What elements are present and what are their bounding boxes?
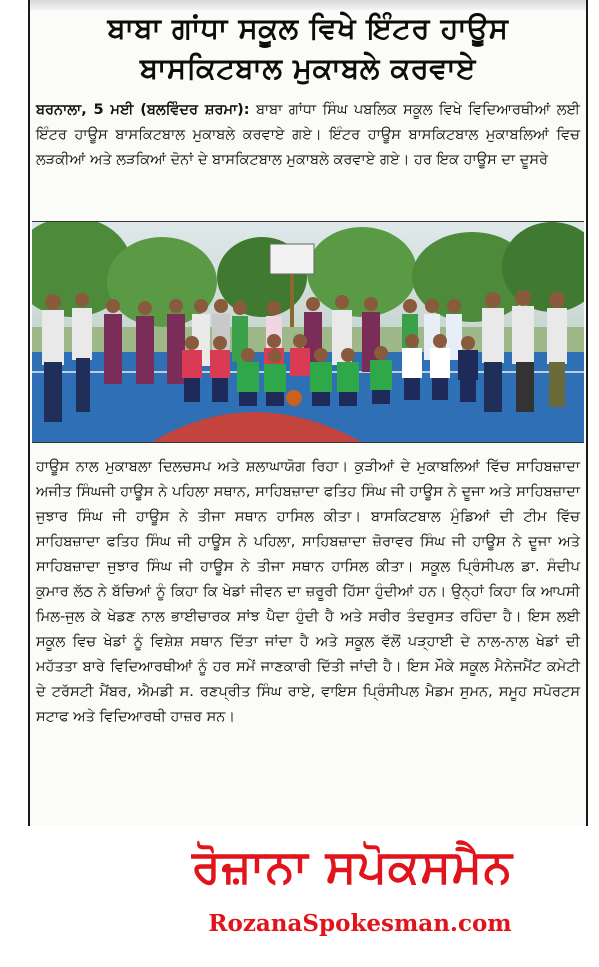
cut-off-strip [30, 0, 586, 10]
basketball-backboard [270, 244, 314, 274]
newspaper-masthead: ਰੋਜ਼ਾਨਾ ਸਪੋਕਸਮੈਨ [192, 839, 513, 893]
article-body [36, 455, 580, 730]
basketball [286, 390, 302, 406]
headline-line-2: ਬਾਸਕਿਟਬਾਲ ਮੁਕਾਬਲੇ ਕਰਵਾਏ [140, 51, 476, 85]
news-clipping [28, 0, 588, 826]
dateline: ਬਰਨਾਲਾ, 5 ਮਈ (ਬਲਵਿੰਦਰ ਸ਼ਰਮਾ): [36, 102, 250, 118]
newspaper-website: RozanaSpokesman.com [208, 910, 512, 937]
headline-line-1: ਬਾਬਾ ਗਾਂਧਾ ਸਕੂਲ ਵਿਖੇ ਇੰਟਰ ਹਾਊਸ [107, 11, 509, 45]
lead-text: ਬਾਬਾ ਗਾਂਧਾ ਸਿੰਘ ਪਬਲਿਕ ਸਕੂਲ ਵਿਖੇ ਵਿਦਿਆਰਥੀਆਂ ਲਈ ਇੰਟਰ ਹਾਊਸ ਬਾਸਕਿਟਬਾਲ ਮੁਕਾਬਲੇ ਕਰਵਾਏ ਗਏ। ਇੰਟਰ ਹਾਊਸ ਬਾਸਕਿਟਬਾਲ ਮੁਕਾਬਲਿਆਂ ਵਿਚ ਲੜਕੀਆਂ ਅਤੇ ਲੜਕਿਆਂ ਦੋਨਾਂ ਦੇ ਬਾਸਕਿਟਬਾਲ ਮੁਕਾਬਲੇ ਕਰਵਾਏ ਗਏ। ਹਰ ਇਕ ਹਾਊਸ ਦਾ ਦੂਸਰੇ [36, 102, 580, 168]
article-lead [36, 98, 580, 173]
team-photo [32, 221, 584, 443]
body-paragraph: ਹਾਊਸ ਨਾਲ ਮੁਕਾਬਲਾ ਦਿਲਚਸਪ ਅਤੇ ਸ਼ਲਾਘਾਯੋਗ ਰਿਹਾ। ਕੁੜੀਆਂ ਦੇ ਮੁਕਾਬਲਿਆਂ ਵਿੱਚ ਸਾਹਿਬਜ਼ਾਦਾ ਅਜੀਤ ਸਿੰਘਜੀ ਹਾਊਸ ਨੇ ਪਹਿਲਾ ਸਥਾਨ, ਸਾਹਿਬਜ਼ਾਦਾ ਫਤਿਹ ਸਿੰਘ ਜੀ ਹਾਊਸ ਨੇ ਦੂਜਾ ਅਤੇ ਸਾਹਿਬਜ਼ਾਦਾ ਜੁਝਾਰ ਸਿੰਘ ਜੀ ਹਾਊਸ ਨੇ ਤੀਜਾ ਸਥਾਨ ਹਾਸਿਲ ਕੀਤਾ। ਬਾਸਕਿਟਬਾਲ ਮੁੰਡਿਆਂ ਦੀ ਟੀਮ ਵਿੱਚ ਸਾਹਿਬਜ਼ਾਦਾ ਫਤਿਹ ਸਿੰਘ ਜੀ ਹਾਊਸ ਨੇ ਪਹਿਲਾ, ਸਾਹਿਬਜ਼ਾਦਾ ਜ਼ੋਰਾਵਰ ਸਿੰਘ ਜੀ ਹਾਊਸ ਨੇ ਦੂਜਾ ਅਤੇ ਸਾਹਿਬਜ਼ਾਦਾ ਜੁਝਾਰ ਸਿੰਘ ਜੀ ਹਾਊਸ ਨੇ ਤੀਜਾ ਸਥਾਨ ਹਾਸਿਲ ਕੀਤਾ। ਸਕੂਲ ਪ੍ਰਿੰਸੀਪਲ ਡਾ. ਸੰਦੀਪ ਕੁਮਾਰ ਲੱਠ ਨੇ ਬੱਚਿਆਂ ਨੂੰ ਕਿਹਾ ਕਿ ਖੇਡਾਂ ਜੀਵਨ ਦਾ ਜ਼ਰੂਰੀ ਹਿੱਸਾ ਹੁੰਦੀਆਂ ਹਨ। ਉਨ੍ਹਾਂ ਕਿਹਾ ਕਿ ਆਪਸੀ ਮਿਲ-ਜੁਲ ਕੇ ਖੇਡਣ ਨਾਲ ਭਾਈਚਾਰਕ ਸਾਂਝ ਪੈਦਾ ਹੁੰਦੀ ਹੈ ਅਤੇ ਸਰੀਰ ਤੰਦਰੁਸਤ ਰਹਿੰਦਾ ਹੈ। ਇਸ ਲਈ ਸਕੂਲ ਵਿਚ ਖੇਡਾਂ ਨੂੰ ਵਿਸ਼ੇਸ਼ ਸਥਾਨ ਦਿੱਤਾ ਜਾਂਦਾ ਹੈ ਅਤੇ ਸਕੂਲ ਵੱਲੋਂ ਪੜ੍ਹਾਈ ਦੇ ਨਾਲ-ਨਾਲ ਖੇਡਾਂ ਦੀ ਮਹੱਤਤਾ ਬਾਰੇ ਵਿਦਿਆਰਥੀਆਂ ਨੂੰ ਹਰ ਸਮੇਂ ਜਾਣਕਾਰੀ ਦਿੱਤੀ ਜਾਂਦੀ ਹੈ। ਇਸ ਮੌਕੇ ਸਕੂਲ ਮੈਨੇਜਮੈਂਟ ਕਮੇਟੀ ਦੇ ਟਰੱਸਟੀ ਮੈਂਬਰ, ਐਮਡੀ ਸ. ਰਣਪ੍ਰੀਤ ਸਿੰਘ ਰਾਏ, ਵਾਇਸ ਪ੍ਰਿੰਸੀਪਲ ਮੈਡਮ ਸੁਮਨ, ਸਮੂਹ ਸਪੋਰਟਸ ਸਟਾਫ ਅਤੇ ਵਿਦਿਆਰਥੀ ਹਾਜ਼ਰ ਸਨ। [36, 459, 580, 725]
